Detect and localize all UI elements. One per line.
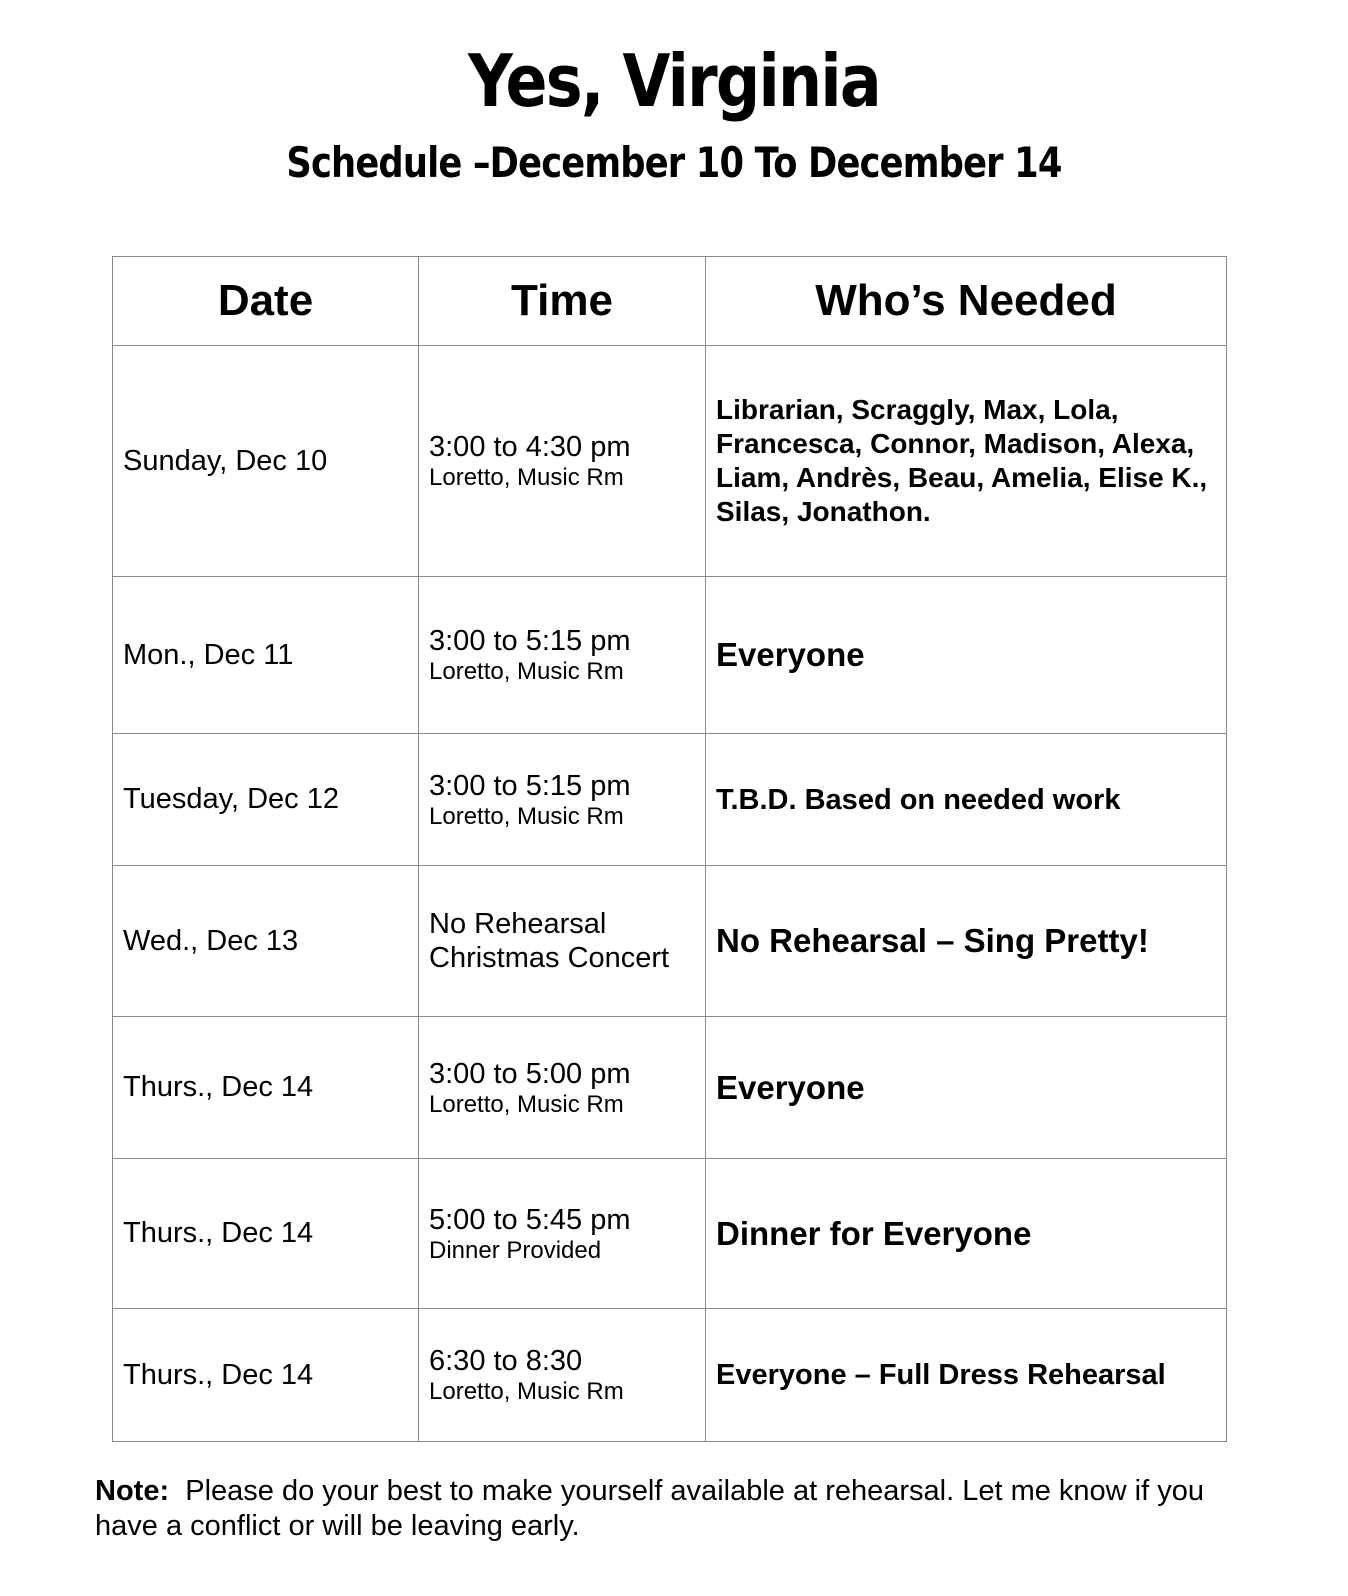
row-date: Thurs., Dec 14 xyxy=(113,1159,419,1309)
row-date: Thurs., Dec 14 xyxy=(113,1309,419,1442)
table-row xyxy=(113,1017,1227,1159)
table-header-row xyxy=(113,257,1227,346)
row-time-cell xyxy=(419,734,706,866)
note-text: Please do your best to make yourself available at rehearsal. Let me know if you have a conflict or will be leaving early. xyxy=(95,1475,1205,1542)
header-date: Date xyxy=(113,257,419,346)
schedule-subtitle: Schedule –December 10 To December 14 xyxy=(286,138,1062,187)
row-time: 3:00 to 4:30 pm xyxy=(429,431,631,463)
schedule-table xyxy=(112,256,1227,1442)
header-time: Time xyxy=(419,257,706,346)
row-time: 5:00 to 5:45 pm xyxy=(429,1203,631,1236)
table-row xyxy=(113,1159,1227,1309)
row-location: Christmas Concert xyxy=(429,942,670,974)
table-row xyxy=(113,866,1227,1017)
row-date: Wed., Dec 13 xyxy=(113,866,419,1017)
row-time-cell xyxy=(419,346,706,577)
document-title: Yes, Virginia xyxy=(468,39,880,123)
row-location: Dinner Provided xyxy=(429,1236,602,1264)
row-time: 3:00 to 5:15 pm xyxy=(429,769,631,802)
row-time: 6:30 to 8:30 xyxy=(429,1345,583,1377)
row-time-cell xyxy=(419,1017,706,1159)
row-date: Mon., Dec 11 xyxy=(113,577,419,734)
row-time: No Rehearsal xyxy=(429,908,607,940)
footer-note xyxy=(95,1474,1265,1544)
row-whos-needed: Everyone – Full Dress Rehearsal xyxy=(706,1309,1227,1442)
row-whos-needed: Everyone xyxy=(706,1017,1227,1159)
row-location: Loretto, Music Rm xyxy=(429,802,624,830)
row-date: Tuesday, Dec 12 xyxy=(113,734,419,866)
row-location: Loretto, Music Rm xyxy=(429,464,624,491)
row-whos-needed: Everyone xyxy=(706,577,1227,734)
row-date: Sunday, Dec 10 xyxy=(113,346,419,577)
row-date: Thurs., Dec 14 xyxy=(113,1017,419,1159)
table-row xyxy=(113,734,1227,866)
row-time: 3:00 to 5:15 pm xyxy=(429,625,631,657)
row-time-cell xyxy=(419,1159,706,1309)
row-whos-needed: T.B.D. Based on needed work xyxy=(706,734,1227,866)
row-time-cell xyxy=(419,1309,706,1442)
note-label: Note: xyxy=(95,1475,170,1507)
row-location: Loretto, Music Rm xyxy=(429,1378,624,1405)
row-location: Loretto, Music Rm xyxy=(429,1090,624,1118)
header-whos-needed: Who’s Needed xyxy=(706,257,1227,346)
table-row xyxy=(113,1309,1227,1442)
row-whos-needed: Dinner for Everyone xyxy=(706,1159,1227,1309)
table-row xyxy=(113,577,1227,734)
row-time-cell xyxy=(419,577,706,734)
row-whos-needed: No Rehearsal – Sing Pretty! xyxy=(706,866,1227,1017)
row-location: Loretto, Music Rm xyxy=(429,658,624,685)
row-whos-needed: Librarian, Scraggly, Max, Lola, Francesca, Connor, Madison, Alexa, Liam, Andrès, Beau, Amelia, Elise K., Silas, Jonathon. xyxy=(706,346,1227,577)
row-time-cell xyxy=(419,866,706,1017)
row-time: 3:00 to 5:00 pm xyxy=(429,1057,631,1090)
table-row xyxy=(113,346,1227,577)
